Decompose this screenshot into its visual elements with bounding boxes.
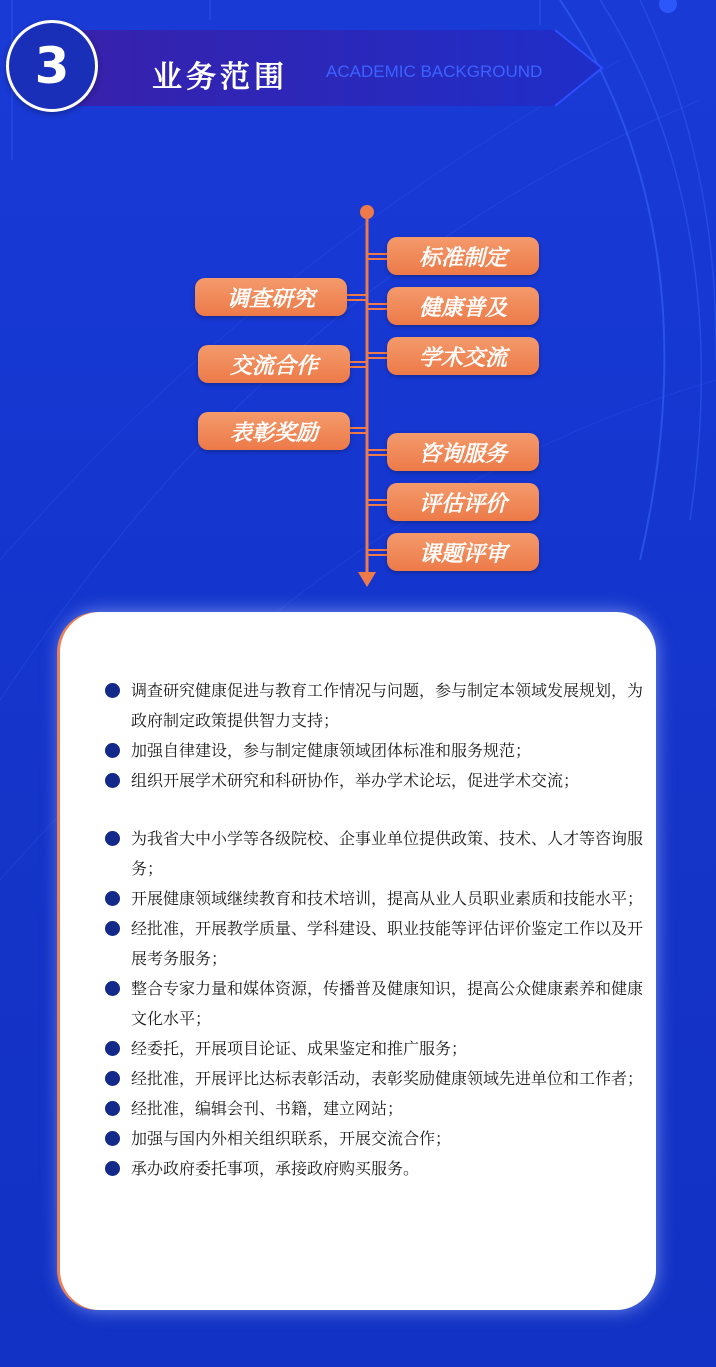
bullet-icon <box>105 1101 120 1116</box>
list-item: 开展健康领域继续教育和技术培训，提高从业人员职业素质和技能水平； <box>103 884 643 914</box>
timeline-item-assessment: 评估评价 <box>387 483 539 521</box>
timeline-axis <box>0 0 716 600</box>
list-item: 承办政府委托事项，承接政府购买服务。 <box>103 1154 643 1184</box>
bullet-icon <box>105 1161 120 1176</box>
list-item: 经委托，开展项目论证、成果鉴定和推广服务； <box>103 1034 643 1064</box>
section-title: 业务范围 <box>152 60 288 95</box>
timeline-item-academic-exchange: 学术交流 <box>387 337 539 375</box>
bullet-icon <box>105 1131 120 1146</box>
bullet-icon <box>105 831 120 846</box>
list-item: 经批准，开展评比达标表彰活动，表彰奖励健康领域先进单位和工作者； <box>103 1064 643 1094</box>
list-item: 加强与国内外相关组织联系，开展交流合作； <box>103 1124 643 1154</box>
list-item: 整合专家力量和媒体资源，传播普及健康知识，提高公众健康素养和健康文化水平； <box>103 974 643 1034</box>
timeline-item-health-promotion: 健康普及 <box>387 287 539 325</box>
list-item: 组织开展学术研究和科研协作，举办学术论坛，促进学术交流； <box>103 766 643 796</box>
section-subtitle: ACADEMIC BACKGROUND <box>326 62 543 81</box>
bullet-icon <box>105 891 120 906</box>
list-item: 经批准，编辑会刊、书籍，建立网站； <box>103 1094 643 1124</box>
bullet-icon <box>105 773 120 788</box>
list-item: 为我省大中小学等各级院校、企事业单位提供政策、技术、人才等咨询服务； <box>103 824 643 884</box>
timeline-item-standards: 标准制定 <box>387 237 539 275</box>
bullet-icon <box>105 683 120 698</box>
list-item: 调查研究健康促进与教育工作情况与问题，参与制定本领域发展规划，为政府制定政策提供智力支持； <box>103 676 643 736</box>
list-item: 经批准，开展教学质量、学科建设、职业技能等评估评价鉴定工作以及开展考务服务； <box>103 914 643 974</box>
list-item: 加强自律建设，参与制定健康领域团体标准和服务规范； <box>103 736 643 766</box>
timeline-item-project-review: 课题评审 <box>387 533 539 571</box>
bullet-icon <box>105 1041 120 1056</box>
bullet-icon <box>105 743 120 758</box>
timeline-item-cooperation: 交流合作 <box>198 345 350 383</box>
scope-list <box>103 676 643 1184</box>
bullet-icon <box>105 981 120 996</box>
timeline-item-awards: 表彰奖励 <box>198 412 350 450</box>
timeline-item-research: 调查研究 <box>195 278 347 316</box>
section-number-badge: 3 <box>6 20 98 112</box>
bullet-icon <box>105 1071 120 1086</box>
bullet-icon <box>105 921 120 936</box>
timeline-item-consulting: 咨询服务 <box>387 433 539 471</box>
